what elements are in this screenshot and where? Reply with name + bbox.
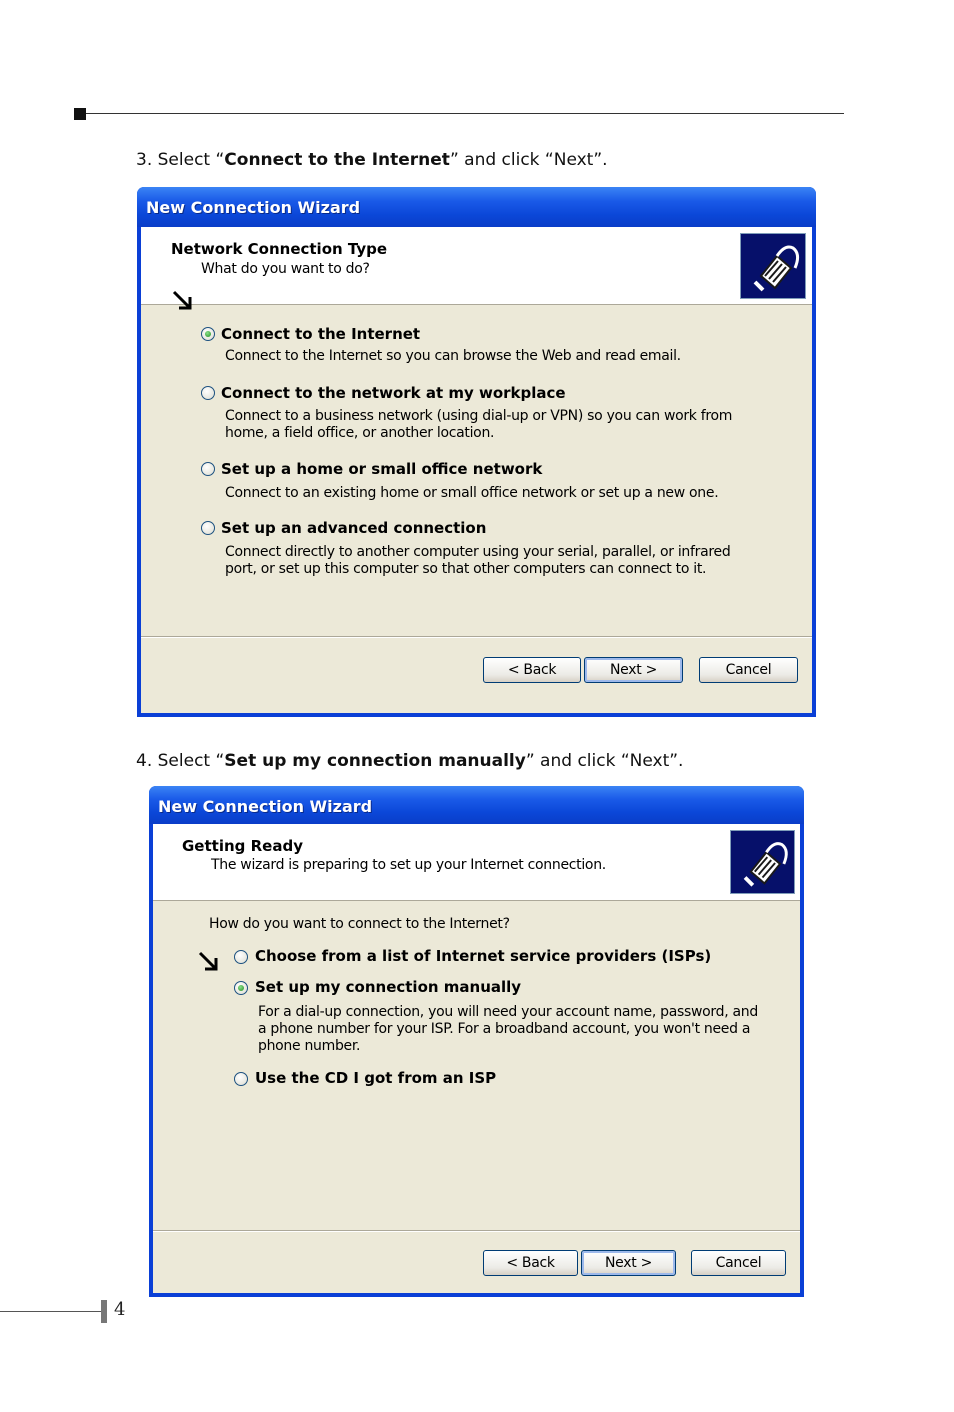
step-4-instruction [136, 751, 683, 771]
button-separator [153, 1230, 800, 1232]
step-number: 4. [136, 751, 153, 771]
wizard-window-connection-type [137, 187, 816, 717]
window-title: New Connection Wizard [158, 797, 373, 816]
wizard-header [141, 227, 812, 305]
next-button[interactable]: Next > [581, 1250, 676, 1276]
header-rule [86, 113, 844, 114]
option-desc-home-network: Connect to an existing home or small office network or set up a new one. [225, 485, 719, 501]
title-bar[interactable] [137, 187, 816, 227]
option-desc-setup-manually: For a dial-up connection, you will need your account name, password, and a phone number for your ISP. For a broadband account, you won't need a phone number. [258, 1004, 758, 1054]
header-title: Getting Ready [182, 837, 303, 855]
title-bar[interactable] [149, 786, 804, 824]
page-number: 4 [114, 1299, 126, 1320]
header-subtitle: What do you want to do? [201, 261, 370, 277]
header-square [74, 108, 86, 120]
radio-setup-manually[interactable] [234, 981, 248, 995]
radio-choose-isp-list[interactable] [234, 950, 248, 964]
wizard-client-area [153, 824, 800, 1293]
step-highlight: Connect to the Internet [224, 150, 450, 170]
radio-isp-cd[interactable] [234, 1072, 248, 1086]
next-button[interactable]: Next > [584, 657, 683, 683]
step-suffix: ” and click “Next”. [525, 751, 684, 771]
option-desc-advanced-connection: Connect directly to another computer using your serial, parallel, or infrared port, or set up this computer so that other computers can connect to it. [225, 544, 731, 577]
footer-rule [0, 1311, 102, 1312]
wizard-window-getting-ready [149, 786, 804, 1297]
back-button[interactable]: < Back [483, 1250, 578, 1276]
radio-advanced-connection[interactable] [201, 521, 215, 535]
radio-connect-internet[interactable] [201, 327, 215, 341]
option-label-workplace-network[interactable]: Connect to the network at my workplace [221, 384, 566, 402]
footer-bar [101, 1300, 107, 1323]
wizard-client-area [141, 227, 812, 713]
connection-question: How do you want to connect to the Internet? [209, 916, 510, 932]
network-connection-icon [740, 233, 806, 299]
step-prefix: Select “ [157, 751, 225, 771]
radio-workplace-network[interactable] [201, 386, 215, 400]
wizard-header [153, 824, 800, 901]
header-subtitle: The wizard is preparing to set up your Internet connection. [211, 857, 606, 873]
radio-home-network[interactable] [201, 462, 215, 476]
option-label-home-network[interactable]: Set up a home or small office network [221, 460, 543, 478]
step-number: 3. [136, 150, 153, 170]
pointer-arrow-icon [171, 289, 195, 313]
option-label-advanced-connection[interactable]: Set up an advanced connection [221, 519, 487, 537]
cancel-button[interactable]: Cancel [699, 657, 798, 683]
back-button[interactable]: < Back [483, 657, 581, 683]
pointer-arrow-icon [197, 950, 221, 974]
step-prefix: Select “ [157, 150, 225, 170]
option-label-setup-manually[interactable]: Set up my connection manually [255, 978, 522, 996]
option-label-connect-internet[interactable]: Connect to the Internet [221, 325, 421, 343]
option-desc-connect-internet: Connect to the Internet so you can browse the Web and read email. [225, 348, 681, 364]
cancel-button[interactable]: Cancel [691, 1250, 786, 1276]
header-title: Network Connection Type [171, 240, 388, 258]
option-label-choose-isp-list[interactable]: Choose from a list of Internet service providers (ISPs) [255, 947, 712, 965]
step-highlight: Set up my connection manually [224, 751, 526, 771]
option-desc-workplace-network: Connect to a business network (using dial-up or VPN) so you can work from home, a field office, or another location. [225, 408, 733, 441]
window-title: New Connection Wizard [146, 198, 361, 217]
step-3-instruction [136, 150, 608, 170]
step-suffix: ” and click “Next”. [449, 150, 608, 170]
option-label-isp-cd[interactable]: Use the CD I got from an ISP [255, 1069, 497, 1087]
network-connection-icon [730, 830, 795, 894]
button-separator [141, 636, 812, 638]
